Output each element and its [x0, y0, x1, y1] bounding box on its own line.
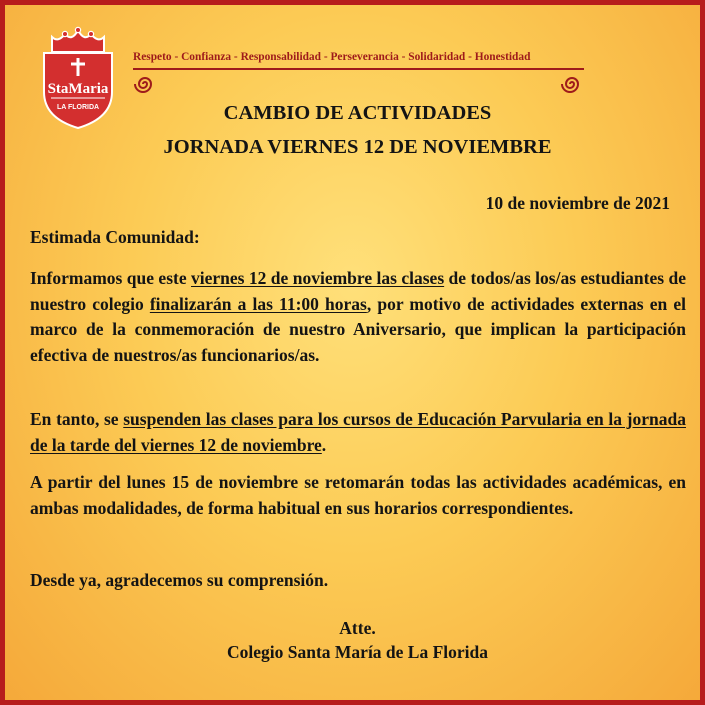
- signature-school-name: Colegio Santa María de La Florida: [226, 642, 489, 662]
- p2-text-2: .: [321, 434, 327, 455]
- p1-underline-1: viernes 12 de noviembre las clases: [191, 268, 445, 288]
- logo-name: StaMaria: [47, 81, 109, 97]
- crown-shape: [52, 30, 104, 52]
- signature-closing: Atte.: [339, 618, 376, 638]
- p1-text-2: de todos/as los/as estudiantes de nuestro colegio: [30, 268, 686, 314]
- paragraph-3: A partir del lunes 15 de noviembre se retomarán todas las actividades académicas, en ambas modalidades, de forma habitual en sus horarios correspondientes.: [30, 472, 686, 518]
- header-divider: [133, 68, 584, 70]
- logo-subtitle: LA FLORIDA: [56, 104, 100, 111]
- p2-underline-1: suspenden las clases para los cursos de Educación Parvularia en la jornada de la tarde del viernes 12 de noviembre: [30, 409, 686, 455]
- crown-jewel-center: [75, 27, 80, 32]
- greeting: Estimada Comunidad:: [30, 227, 200, 247]
- p1-text-3: , por motivo de actividades externas en el marco de la conmemoración de nuestro Aniversario, que implican la participación efectiva de nuestros/as funcionarios/as.: [30, 293, 686, 366]
- title-line-1: CAMBIO DE ACTIVIDADES: [223, 102, 492, 124]
- swirl-ornament-left-icon: [134, 73, 156, 95]
- document-date: 10 de noviembre de 2021: [485, 193, 670, 213]
- title-line-2: JORNADA VIERNES 12 DE NOVIEMBRE: [163, 136, 552, 158]
- p1-text-1: Informamos que este: [30, 268, 192, 288]
- p2-text-1: En tanto, se: [30, 409, 124, 429]
- crown-jewel-left: [62, 31, 67, 36]
- paragraph-2: [30, 407, 686, 458]
- paragraph-1: [30, 266, 686, 369]
- school-motto: Respeto - Confianza - Responsabilidad - Perseverancia - Solidaridad - Honestidad: [133, 51, 531, 63]
- p1-underline-2: finalizarán a las 11:00 horas: [149, 293, 367, 314]
- swirl-ornament-right-icon: [561, 73, 583, 95]
- paragraph-4: Desde ya, agradecemos su comprensión.: [30, 570, 329, 590]
- crown-jewel-right: [88, 31, 93, 36]
